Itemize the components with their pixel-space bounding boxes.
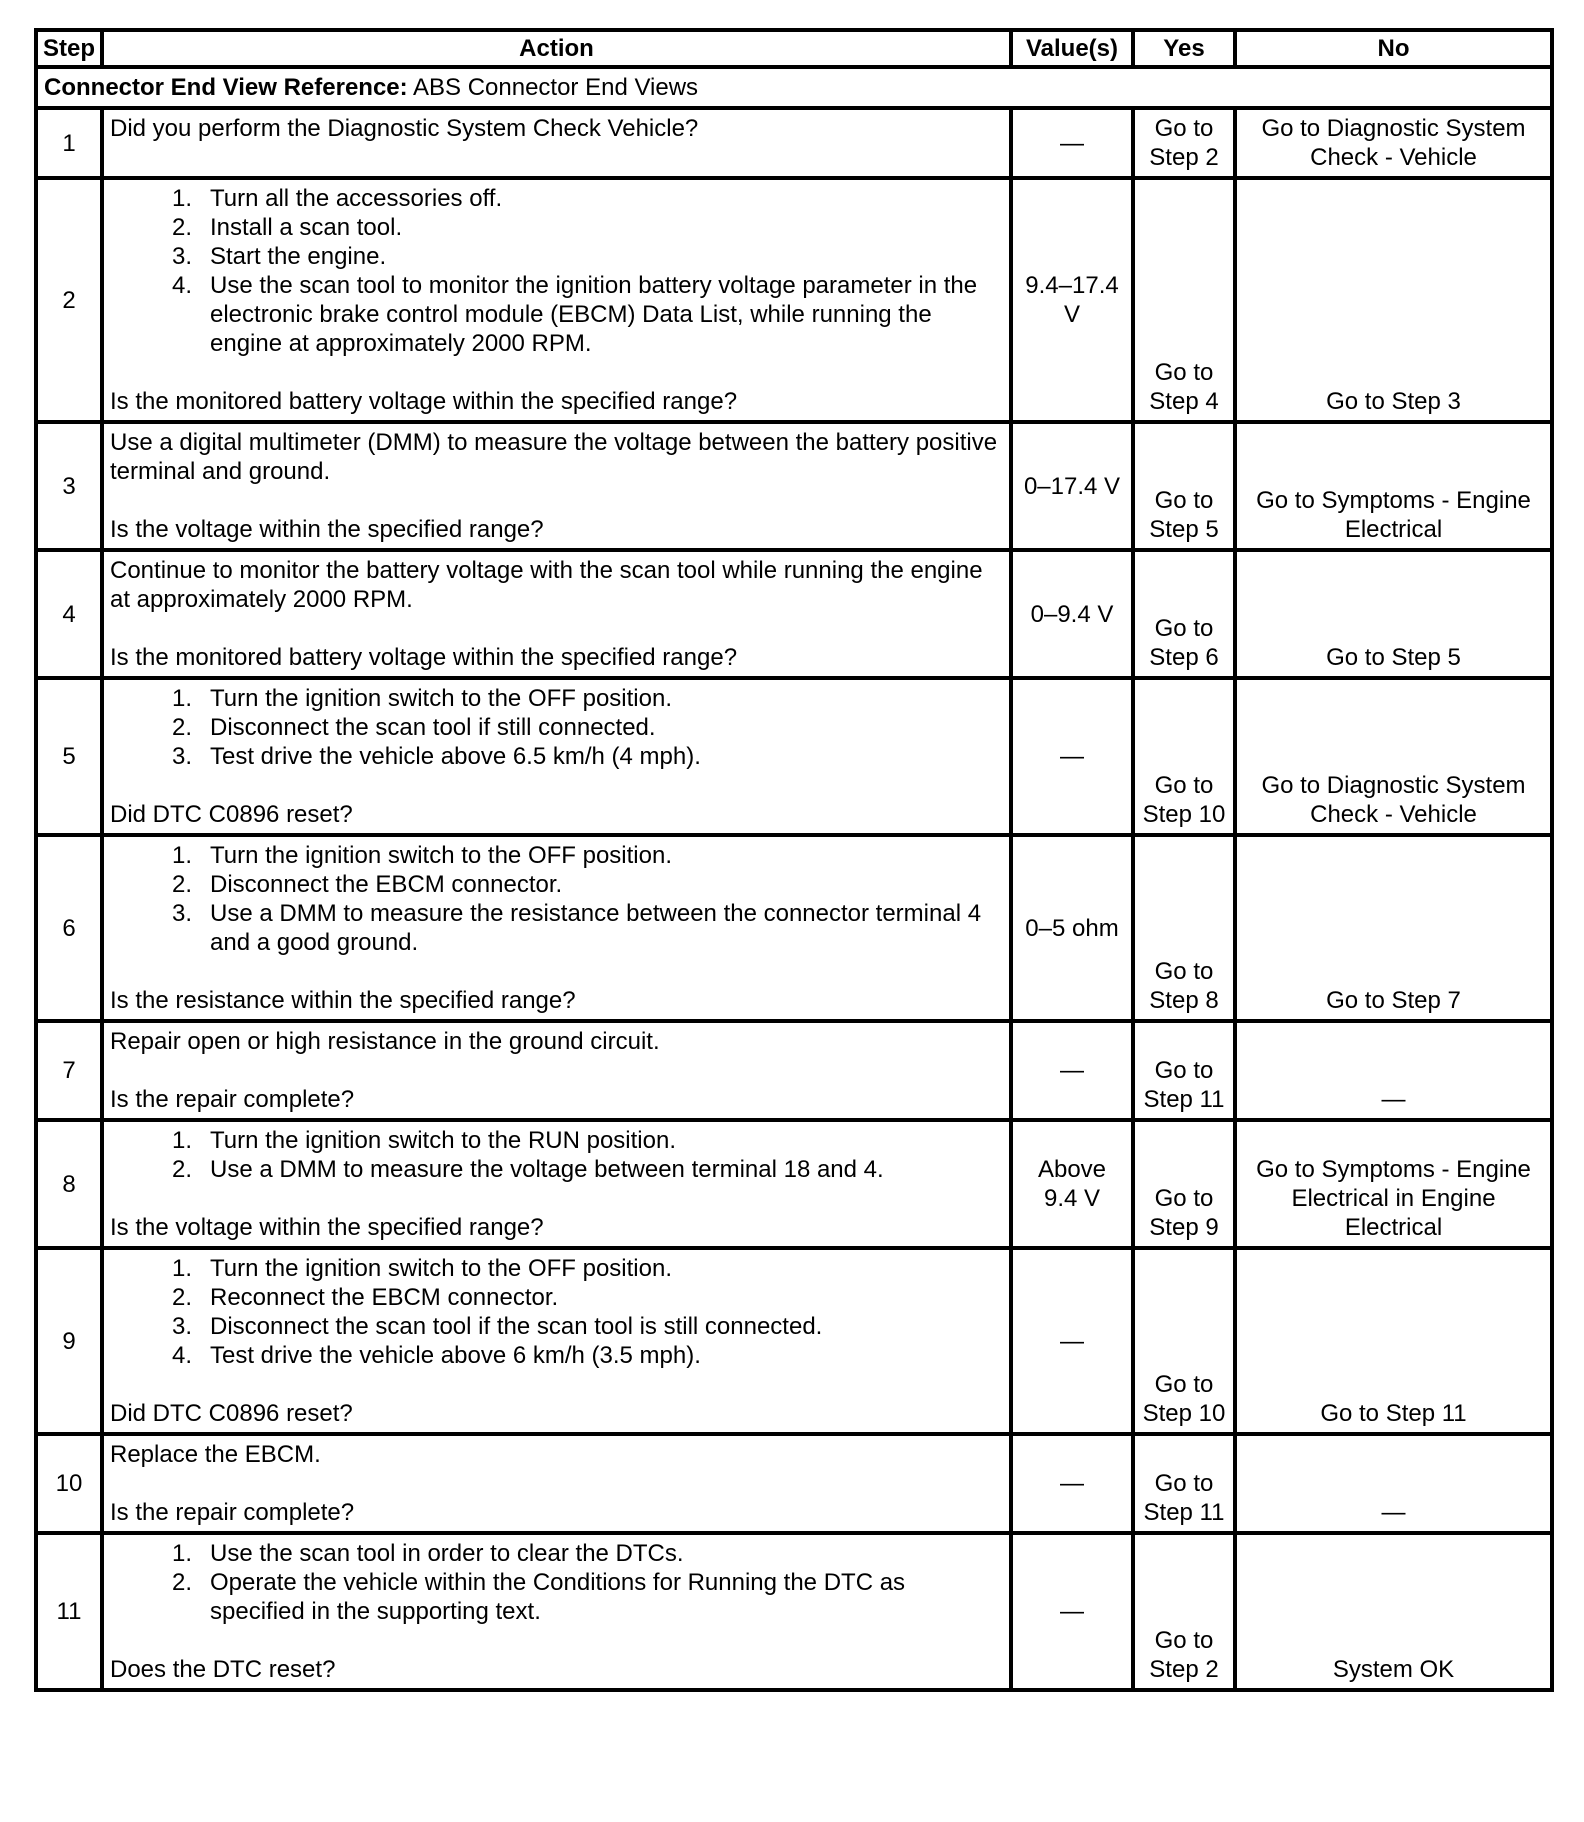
action-cell: [102, 422, 1011, 550]
list-item-number: 4.: [171, 1342, 192, 1369]
header-step: Step: [36, 30, 102, 67]
action-list-item: [171, 1254, 1003, 1283]
list-item-number: 3.: [171, 243, 192, 270]
action-cell: [102, 1434, 1011, 1533]
action-list-item: [171, 841, 1003, 870]
table-row: [36, 1120, 1552, 1248]
no-cell: Go to Step 11: [1235, 1248, 1552, 1434]
action-cell: [102, 550, 1011, 678]
action-cell: [102, 1533, 1011, 1690]
header-row: [36, 30, 1552, 67]
header-action: Action: [102, 30, 1011, 67]
table-row: [36, 178, 1552, 422]
list-item-number: 2.: [171, 1284, 192, 1311]
action-question: Did DTC C0896 reset?: [110, 1400, 353, 1427]
action-list-item: [171, 1568, 1003, 1626]
list-item-text: Turn the ignition switch to the RUN position.: [210, 1127, 676, 1154]
table-row: [36, 1434, 1552, 1533]
yes-cell: Go to Step 2: [1133, 1533, 1235, 1690]
list-item-text: Disconnect the scan tool if the scan tool is still connected.: [210, 1313, 823, 1340]
list-item-text: Install a scan tool.: [210, 214, 403, 241]
list-item-number: 3.: [171, 900, 192, 927]
action-list-item: [171, 1312, 1003, 1341]
action-list: [110, 1254, 1003, 1370]
diagnostic-table: [34, 28, 1554, 1692]
no-cell: Go to Symptoms - Engine Electrical: [1235, 422, 1552, 550]
list-item-text: Start the engine.: [210, 243, 387, 270]
yes-cell: Go to Step 6: [1133, 550, 1235, 678]
list-item-text: Turn the ignition switch to the OFF position.: [210, 685, 672, 712]
yes-cell: Go to Step 10: [1133, 1248, 1235, 1434]
action-list-item: [171, 213, 1003, 242]
action-text: Continue to monitor the battery voltage with the scan tool while running the engine at approximately 2000 RPM.: [110, 557, 983, 613]
action-question: Is the voltage within the specified range?: [110, 1214, 544, 1241]
list-item-number: 1.: [171, 185, 192, 212]
action-question: Is the monitored battery voltage within the specified range?: [110, 388, 738, 415]
step-number: 10: [36, 1434, 102, 1533]
step-number: 7: [36, 1021, 102, 1120]
list-item-number: 3.: [171, 743, 192, 770]
action-list-item: [171, 1283, 1003, 1312]
list-item-text: Turn the ignition switch to the OFF position.: [210, 842, 672, 869]
list-item-number: 4.: [171, 272, 192, 299]
list-item-text: Test drive the vehicle above 6.5 km/h (4 mph).: [210, 743, 701, 770]
action-text: Replace the EBCM.: [110, 1441, 321, 1468]
yes-cell: Go to Step 9: [1133, 1120, 1235, 1248]
no-cell: Go to Diagnostic System Check - Vehicle: [1235, 678, 1552, 835]
action-list: [110, 1539, 1003, 1626]
list-item-number: 1.: [171, 842, 192, 869]
action-list-item: [171, 1341, 1003, 1370]
list-item-number: 1.: [171, 1255, 192, 1282]
list-item-number: 1.: [171, 685, 192, 712]
action-question: Is the voltage within the specified range?: [110, 516, 544, 543]
step-number: 9: [36, 1248, 102, 1434]
list-item-number: 2.: [171, 1156, 192, 1183]
value-cell: —: [1011, 1533, 1133, 1690]
no-cell: Go to Diagnostic System Check - Vehicle: [1235, 108, 1552, 178]
value-cell: —: [1011, 1248, 1133, 1434]
action-question: Did DTC C0896 reset?: [110, 801, 353, 828]
action-list-item: [171, 1539, 1003, 1568]
list-item-number: 2.: [171, 714, 192, 741]
table-row: [36, 550, 1552, 678]
list-item-number: 2.: [171, 871, 192, 898]
value-cell: —: [1011, 1021, 1133, 1120]
action-list: [110, 684, 1003, 771]
yes-cell: Go to Step 8: [1133, 835, 1235, 1021]
no-cell: Go to Step 3: [1235, 178, 1552, 422]
no-cell: —: [1235, 1434, 1552, 1533]
table-row: [36, 678, 1552, 835]
yes-cell: Go to Step 4: [1133, 178, 1235, 422]
action-list-item: [171, 1155, 1003, 1184]
list-item-text: Reconnect the EBCM connector.: [210, 1284, 559, 1311]
action-list-item: [171, 742, 1003, 771]
header-values: Value(s): [1011, 30, 1133, 67]
action-list-item: [171, 899, 1003, 957]
header-yes: Yes: [1133, 30, 1235, 67]
value-cell: 9.4–17.4 V: [1011, 178, 1133, 422]
yes-cell: Go to Step 10: [1133, 678, 1235, 835]
action-question: Is the resistance within the specified range?: [110, 987, 576, 1014]
step-number: 1: [36, 108, 102, 178]
reference-row: [36, 67, 1552, 108]
list-item-text: Disconnect the scan tool if still connected.: [210, 714, 656, 741]
table-row: [36, 835, 1552, 1021]
value-cell: —: [1011, 678, 1133, 835]
no-cell: System OK: [1235, 1533, 1552, 1690]
table-row: [36, 1248, 1552, 1434]
step-number: 5: [36, 678, 102, 835]
list-item-text: Turn the ignition switch to the OFF position.: [210, 1255, 672, 1282]
action-question: Is the repair complete?: [110, 1499, 355, 1526]
list-item-number: 2.: [171, 1569, 192, 1596]
yes-cell: Go to Step 5: [1133, 422, 1235, 550]
action-list: [110, 841, 1003, 957]
action-cell: [102, 835, 1011, 1021]
no-cell: Go to Step 5: [1235, 550, 1552, 678]
action-list-item: [171, 1126, 1003, 1155]
value-cell: —: [1011, 1434, 1133, 1533]
list-item-number: 3.: [171, 1313, 192, 1340]
table-row: [36, 422, 1552, 550]
list-item-text: Use a DMM to measure the resistance between the connector terminal 4 and a good ground.: [210, 900, 982, 956]
list-item-text: Disconnect the EBCM connector.: [210, 871, 563, 898]
list-item-text: Use the scan tool to monitor the ignition battery voltage parameter in the electronic brake control module (EBCM) Data List, while running the engine at approximately 2000 RPM.: [210, 272, 978, 357]
step-number: 2: [36, 178, 102, 422]
action-list-item: [171, 242, 1003, 271]
action-text: Repair open or high resistance in the ground circuit.: [110, 1028, 660, 1055]
action-list: [110, 184, 1003, 358]
action-list: [110, 1126, 1003, 1184]
reference-label: Connector End View Reference:: [44, 74, 408, 101]
no-cell: Go to Step 7: [1235, 835, 1552, 1021]
no-cell: Go to Symptoms - Engine Electrical in Engine Electrical: [1235, 1120, 1552, 1248]
value-cell: 0–5 ohm: [1011, 835, 1133, 1021]
yes-cell: Go to Step 11: [1133, 1434, 1235, 1533]
value-cell: Above 9.4 V: [1011, 1120, 1133, 1248]
list-item-text: Test drive the vehicle above 6 km/h (3.5 mph).: [210, 1342, 701, 1369]
list-item-text: Operate the vehicle within the Conditions for Running the DTC as specified in the supporting text.: [210, 1569, 906, 1625]
action-list-item: [171, 271, 1003, 358]
value-cell: 0–9.4 V: [1011, 550, 1133, 678]
action-list-item: [171, 713, 1003, 742]
list-item-number: 1.: [171, 1127, 192, 1154]
table-row: [36, 1533, 1552, 1690]
list-item-number: 1.: [171, 1540, 192, 1567]
action-cell: [102, 1120, 1011, 1248]
action-question: Is the monitored battery voltage within the specified range?: [110, 644, 738, 671]
table-row: [36, 108, 1552, 178]
value-cell: 0–17.4 V: [1011, 422, 1133, 550]
step-number: 3: [36, 422, 102, 550]
list-item-text: Use a DMM to measure the voltage between terminal 18 and 4.: [210, 1156, 884, 1183]
action-list-item: [171, 870, 1003, 899]
list-item-text: Turn all the accessories off.: [210, 185, 503, 212]
action-list-item: [171, 684, 1003, 713]
reference-cell: [36, 67, 1552, 108]
table-row: [36, 1021, 1552, 1120]
step-number: 11: [36, 1533, 102, 1690]
list-item-text: Use the scan tool in order to clear the DTCs.: [210, 1540, 684, 1567]
action-question: Does the DTC reset?: [110, 1656, 336, 1683]
action-list-item: [171, 184, 1003, 213]
action-cell: [102, 1248, 1011, 1434]
action-question: Is the repair complete?: [110, 1086, 355, 1113]
action-cell: [102, 1021, 1011, 1120]
action-cell: [102, 678, 1011, 835]
step-number: 8: [36, 1120, 102, 1248]
yes-cell: Go to Step 11: [1133, 1021, 1235, 1120]
action-text: Use a digital multimeter (DMM) to measure the voltage between the battery positive terminal and ground.: [110, 429, 998, 485]
no-cell: —: [1235, 1021, 1552, 1120]
step-number: 4: [36, 550, 102, 678]
header-no: No: [1235, 30, 1552, 67]
yes-cell: Go to Step 2: [1133, 108, 1235, 178]
value-cell: —: [1011, 108, 1133, 178]
reference-text: ABS Connector End Views: [413, 74, 699, 101]
action-cell: [102, 108, 1011, 178]
action-text: Did you perform the Diagnostic System Check Vehicle?: [110, 115, 699, 142]
step-number: 6: [36, 835, 102, 1021]
action-cell: [102, 178, 1011, 422]
list-item-number: 2.: [171, 214, 192, 241]
